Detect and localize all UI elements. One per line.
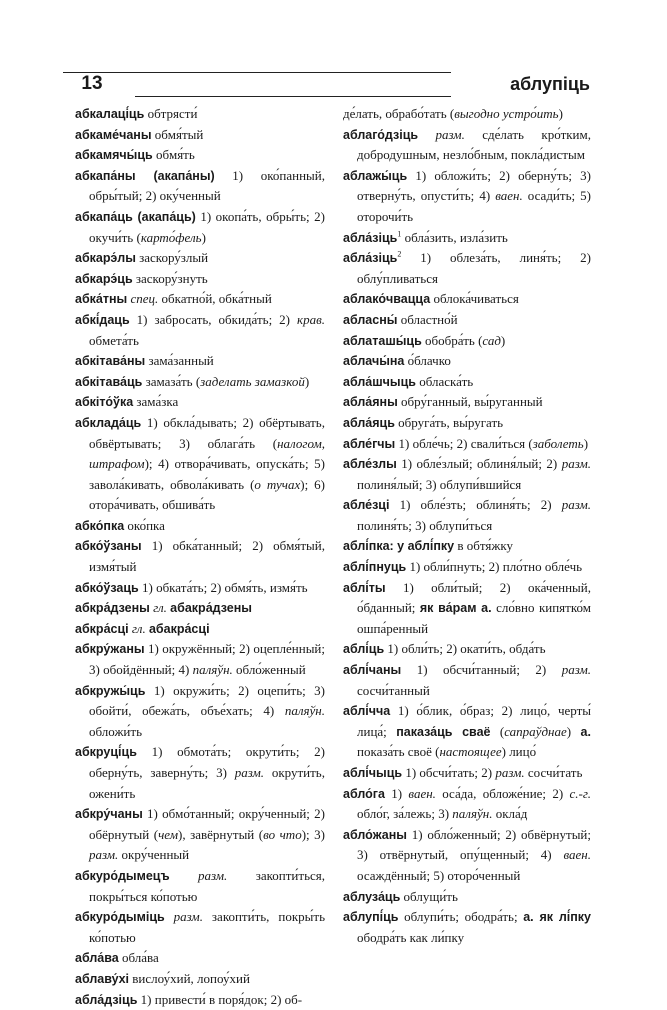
italic-note: с.-г. <box>569 785 591 801</box>
dictionary-entry <box>75 598 325 619</box>
italic-note: чем <box>158 826 179 842</box>
dictionary-entry <box>343 228 591 249</box>
translation-text: ); 3) <box>301 826 325 842</box>
translation-text: обла́ва <box>118 950 159 966</box>
translation-text: ) <box>500 332 506 348</box>
italic-note: разм. <box>198 867 228 883</box>
headword: абла́яць <box>343 415 395 430</box>
headword: аблі́ччa <box>343 704 391 719</box>
dictionary-entry <box>75 289 325 310</box>
dictionary-entry <box>75 145 325 166</box>
headword: абко́ўзаны <box>75 539 142 554</box>
translation-text: де́лать, обрабо́тать ( <box>343 106 455 121</box>
page-number: 13 <box>81 73 103 94</box>
translation-text: ) <box>583 435 589 451</box>
headword: абкарэ́лы <box>75 251 136 266</box>
translation-text: ) <box>201 229 206 245</box>
translation-text: обло́г, за́лежь; 3) <box>357 806 453 822</box>
italic-note: во что <box>263 826 302 842</box>
translation-text: вислоу́хий, лопоу́хий <box>129 970 250 986</box>
dictionary-entry <box>75 969 325 990</box>
dictionary-entry <box>75 125 325 146</box>
homonym-index: 1 <box>397 229 402 239</box>
dictionary-entry <box>343 907 591 948</box>
dictionary-entry <box>75 104 325 125</box>
translation-text: 1) обли́тый; 2) ока́ченный, о́бданный; <box>357 579 591 616</box>
dictionary-entry <box>75 742 325 804</box>
dictionary-entry <box>75 248 325 269</box>
dictionary-entry <box>75 681 325 743</box>
headword: абла́шчыць <box>343 374 416 389</box>
headword: абкіто́ўка <box>75 395 134 410</box>
italic-note: разм. <box>435 126 465 142</box>
translation-text: 1) обли́ть; 2) окати́ть, обда́ть <box>384 641 546 657</box>
dictionary-entry <box>75 351 325 372</box>
dictionary-entry <box>343 166 591 228</box>
italic-note: ваен. <box>495 188 523 204</box>
translation-text: оса́да, обложе́ние; 2) <box>435 785 570 801</box>
translation-text: заскору́злый <box>135 250 209 266</box>
headword: абла́дзіць <box>75 992 138 1007</box>
dictionary-entry <box>75 310 325 351</box>
translation-text: закопти́ться, покры́ться ко́потью <box>89 867 325 904</box>
translation-text: ) <box>566 723 581 739</box>
translation-text: обобра́ть ( <box>421 332 483 348</box>
headword: абкітава́ны <box>75 354 146 369</box>
translation-text: полиня́лый; 3) облупи́вшийся <box>357 476 522 492</box>
translation-text: осади́ть; 5) оторочи́ть <box>357 188 591 224</box>
translation-text <box>418 127 435 142</box>
translation-text: 1) привести́ в поря́док; 2) об- <box>137 991 303 1007</box>
translation-text: 1) забросать, обкида́ть; 2) <box>129 311 298 327</box>
bold-phrase: паказа́ць сваё <box>396 724 491 739</box>
headword: аблі́чыць <box>343 766 403 780</box>
headword: аблі́ць <box>343 642 385 657</box>
headword: аблі́чаны <box>343 663 402 678</box>
right-column <box>343 104 591 948</box>
headword: аблупі́ць <box>343 910 399 925</box>
headword: аблажы́ць <box>343 168 408 183</box>
translation-text: 1) окружённый; 2) оцепле́нный; 3) обойдённый; 4) <box>89 641 325 678</box>
translation-text: 1) о́блик, о́браз; 2) лицо́, черты́ лица́; <box>357 703 591 739</box>
headword: аблако́чвацца <box>343 292 431 307</box>
translation-text: сосчи́тать <box>524 765 583 780</box>
header-rule <box>135 96 451 97</box>
dictionary-entry <box>343 392 591 413</box>
bold-phrase: як ва́рам а. <box>419 601 492 616</box>
headword: абко́пка <box>75 518 125 533</box>
translation-text: 1) обле́чь; 2) свали́ться ( <box>395 435 533 451</box>
page-header <box>63 72 590 98</box>
translation-text: ободра́ть как ли́пку <box>357 929 465 945</box>
headword: абла́зіць <box>343 230 398 245</box>
italic-note: паляўн. <box>192 662 233 678</box>
translation-text: ), завёрнутый ( <box>178 826 264 842</box>
italic-note: налогом, штрафом <box>89 435 325 472</box>
italic-note: паляўн. <box>284 703 325 719</box>
bold-phrase: а. <box>580 724 591 739</box>
italic-note: сапраўднае <box>504 723 567 739</box>
dictionary-entry <box>75 536 325 577</box>
dictionary-entry <box>343 763 591 784</box>
translation-text: окла́д <box>492 806 528 822</box>
translation-text: обмя́тый <box>151 126 204 142</box>
translation-text: обкатно́й, обка́тный <box>158 291 272 307</box>
headword: абкамячы́ць <box>75 148 153 163</box>
headword: абле́злы <box>343 457 397 472</box>
translation-text: осаждённый; 5) оторо́ченный <box>357 867 521 883</box>
dictionary-entry <box>343 434 591 455</box>
headword: абкапа́ны (акапа́ны) <box>75 168 215 183</box>
italic-note: разм. <box>495 765 525 780</box>
translation-text: 1) обложи́ть; 2) оберну́ть; 3) отверну́ть, опусти́ть; 4) <box>357 167 591 204</box>
dictionary-entry <box>343 351 591 372</box>
headword: аблаго́дзіць <box>343 127 419 142</box>
dictionary-entry <box>75 948 325 969</box>
italic-note: ваен. <box>408 785 436 801</box>
headword: абкітава́ць <box>75 374 143 389</box>
translation-text: ); 6) отора́чивать, обшива́ть <box>89 476 325 513</box>
dictionary-entry <box>75 392 325 413</box>
headword: абкру́чаны <box>75 807 143 822</box>
dictionary-entry <box>75 619 325 640</box>
headword: абка́тны <box>75 292 128 307</box>
translation-text: 1) обли́пнуть; 2) пло́тно обле́чь <box>406 559 583 575</box>
translation-text: обмета́ть <box>89 332 139 348</box>
translation-text: обру́ганный, вы́руганный <box>397 394 543 410</box>
italic-note: гл. <box>131 620 146 636</box>
headword: абло́жаны <box>343 827 407 842</box>
headword: абла́зіць <box>343 251 398 266</box>
translation-text: обласка́ть <box>415 373 474 389</box>
translation-text: областно́й <box>397 311 458 327</box>
translation-text: 1) окопа́ть, обры́ть; 2) окучи́ть ( <box>89 208 325 245</box>
translation-text: 1) <box>384 785 409 801</box>
translation-text: обложи́ть <box>89 723 143 739</box>
translation-text: сло́вно кипятко́м ошпа́ренный <box>357 600 591 636</box>
dictionary-entry <box>343 454 591 495</box>
translation-text <box>170 868 198 883</box>
headword: абкі́даць <box>75 312 130 327</box>
italic-note: сад <box>482 332 501 348</box>
translation-text: полиня́ть; 3) облупи́ться <box>357 517 493 533</box>
headword: абкапа́ць (акапа́ць) <box>75 209 196 224</box>
translation-text: ) <box>304 373 310 389</box>
translation-text: 1) обсчи́танный; 2) <box>401 662 562 678</box>
dictionary-entry <box>343 495 591 536</box>
dictionary-entry <box>343 125 591 166</box>
italic-note: спец. <box>130 291 159 307</box>
dictionary-entry <box>75 166 325 207</box>
bold-phrase: абакра́дзены <box>170 601 252 616</box>
translation-text: окрути́ть, ожени́ть <box>89 765 325 801</box>
italic-note: заболеть <box>532 435 584 451</box>
bold-phrase: абакра́сці <box>148 621 210 636</box>
translation-text: 1) обмота́ть; окрути́ть; 2) оберну́ть, заверну́ть; 3) <box>89 744 325 780</box>
headword: аблі́пнуць <box>343 560 407 575</box>
dictionary-entry <box>75 990 325 1010</box>
translation-text: 1) обка́танный; 2) обмя́тый, измя́тый <box>89 538 325 575</box>
headword: аблі́пка: у аблі́пку <box>343 539 455 554</box>
dictionary-entry <box>343 310 591 331</box>
running-head: аблупіць <box>510 74 590 94</box>
translation-text: сосчи́танный <box>357 682 430 698</box>
translation-text: обло́женный <box>232 662 306 678</box>
dictionary-entry <box>343 413 591 434</box>
translation-text: в обтя́жку <box>454 538 513 554</box>
translation-text <box>165 909 174 924</box>
translation-text: ) лицо́ <box>501 744 537 760</box>
italic-note: гл. <box>153 600 167 616</box>
headword: абкуро́дымецъ <box>75 868 170 883</box>
dictionary-entry <box>75 578 325 599</box>
dictionary-entry <box>343 825 591 887</box>
dictionary-entry <box>343 104 591 125</box>
dictionary-entry <box>75 372 325 393</box>
translation-text: обтрясти́ <box>144 106 198 121</box>
headword: абле́гчы <box>343 436 396 451</box>
translation-text: облущи́ть <box>400 888 458 904</box>
headword: абкалаці́ць <box>75 107 145 121</box>
dictionary-entry <box>343 639 591 660</box>
dictionary-entry <box>343 331 591 352</box>
headword: абкуро́дыміць <box>75 910 165 925</box>
italic-note: настоящее <box>439 744 502 760</box>
translation-text: облупи́ть; ободра́ть; <box>398 909 524 925</box>
headword: аблуза́ць <box>343 889 401 904</box>
dictionary-entry <box>343 289 591 310</box>
translation-text: закопти́ть, покры́ть ко́потью <box>89 909 326 945</box>
dictionary-entry <box>75 269 325 290</box>
bold-phrase: а. як лі́пку <box>523 910 591 925</box>
translation-text: 1) облеза́ть, линя́ть; 2) облу́пливаться <box>357 250 591 286</box>
italic-note: паляўн. <box>452 806 493 822</box>
translation-text: 1) обсчи́тать; 2) <box>402 765 496 780</box>
translation-text: заскору́знуть <box>132 270 208 286</box>
translation-text: зама́зка <box>133 394 179 410</box>
headword: абкружы́ць <box>75 683 146 698</box>
headword: абкра́дзены <box>75 601 150 616</box>
dictionary-entry <box>343 701 591 763</box>
headword: аблі́ты <box>343 580 386 595</box>
italic-note: разм. <box>561 497 591 513</box>
headword: абла́яны <box>343 395 398 410</box>
italic-note: о тучах <box>254 476 301 492</box>
headword: абкра́сці <box>75 621 129 636</box>
dictionary-entry <box>343 372 591 393</box>
translation-text: ) <box>558 106 563 121</box>
headword: абкру́жаны <box>75 642 145 657</box>
italic-note: карто́фель <box>140 229 202 245</box>
dictionary-entry <box>75 516 325 537</box>
homonym-index: 2 <box>397 249 402 259</box>
dictionary-entry <box>75 866 325 907</box>
dictionary-entry <box>343 536 591 557</box>
dictionary-entry <box>75 413 325 516</box>
left-column <box>75 104 325 1010</box>
translation-text: ); 4) отвора́чивать, опуска́ть; 5) завола́кивать, обвола́кивать ( <box>89 456 325 492</box>
headword: абкарэ́ць <box>75 271 133 286</box>
dictionary-entry <box>343 660 591 701</box>
headword: абко́ўзаць <box>75 580 139 595</box>
dictionary-entry <box>75 207 325 248</box>
italic-note: крав. <box>297 311 325 327</box>
headword: абкруці́ць <box>75 745 137 760</box>
translation-text: 1) обмо́танный; окру́ченный; 2) обёрнутый ( <box>89 806 325 842</box>
translation-text: око́пка <box>124 517 165 533</box>
italic-note: заделать замазкой <box>200 373 305 389</box>
translation-text: 1) обката́ть; 2) обмя́ть, измя́ть <box>138 579 308 595</box>
headword: абкаме́чаны <box>75 127 152 142</box>
headword: аблаву́хі <box>75 971 130 986</box>
dictionary-entry <box>75 639 325 680</box>
translation-text: 1) обло́женный; 2) обвёрнутый; 3) отвёрнутый, опу́щенный; 4) <box>357 826 591 863</box>
headword: абло́га <box>343 786 385 801</box>
italic-note: разм. <box>561 662 591 678</box>
dictionary-entry <box>343 784 591 825</box>
headword: абласны́ <box>343 312 398 327</box>
translation-text: сде́лать кро́тким, добродушным, незло́бным, покла́дистым <box>357 126 591 163</box>
italic-note: разм. <box>89 847 119 863</box>
headword: аблаташы́ць <box>343 333 422 348</box>
italic-note: выгодно устро́ить <box>454 106 559 121</box>
italic-note: разм. <box>234 765 265 780</box>
translation-text: показа́ть своё ( <box>357 744 440 760</box>
translation-text: замаза́ть ( <box>142 373 201 389</box>
header-rule <box>121 72 451 73</box>
headword: абклада́ць <box>75 415 142 430</box>
translation-text: 1) обле́зть; облиня́ть; 2) <box>389 497 562 513</box>
translation-text: обруга́ть, вы́ругать <box>394 414 504 430</box>
translation-text: зама́занный <box>145 353 214 369</box>
translation-text: 1) окружи́ть; 2) оцепи́ть; 3) обойти́, обежа́ть, объе́хать; 4) <box>89 682 325 719</box>
dictionary-entry <box>343 578 591 640</box>
dictionary-entry <box>75 804 325 866</box>
headword: абла́ва <box>75 951 119 966</box>
translation-text: о́блачко <box>404 353 451 369</box>
dictionary-entry <box>343 248 591 289</box>
dictionary-entry <box>75 907 325 948</box>
translation-text: обмя́ть <box>152 147 195 163</box>
headword: абле́зці <box>343 498 390 513</box>
translation-text: 1) обкла́дывать; 2) обёртывать, обвёртывать; 3) облага́ть ( <box>89 414 325 451</box>
italic-note: разм. <box>173 909 203 925</box>
italic-note: разм. <box>561 456 591 472</box>
translation-text: обла́зить, изла́зить <box>401 229 508 245</box>
dictionary-entry <box>343 557 591 578</box>
italic-note: ваен. <box>563 847 591 863</box>
translation-text: 1) обле́злый; облиня́лый; 2) <box>396 456 562 472</box>
dictionary-entry <box>343 887 591 908</box>
headword: аблачы́на <box>343 354 405 369</box>
translation-text: облока́чиваться <box>430 291 519 307</box>
translation-text: ( <box>490 723 505 739</box>
translation-text: окру́ченный <box>118 847 190 863</box>
translation-text: 1) око́панный, обры́тый; 2) оку́ченный <box>89 167 325 204</box>
